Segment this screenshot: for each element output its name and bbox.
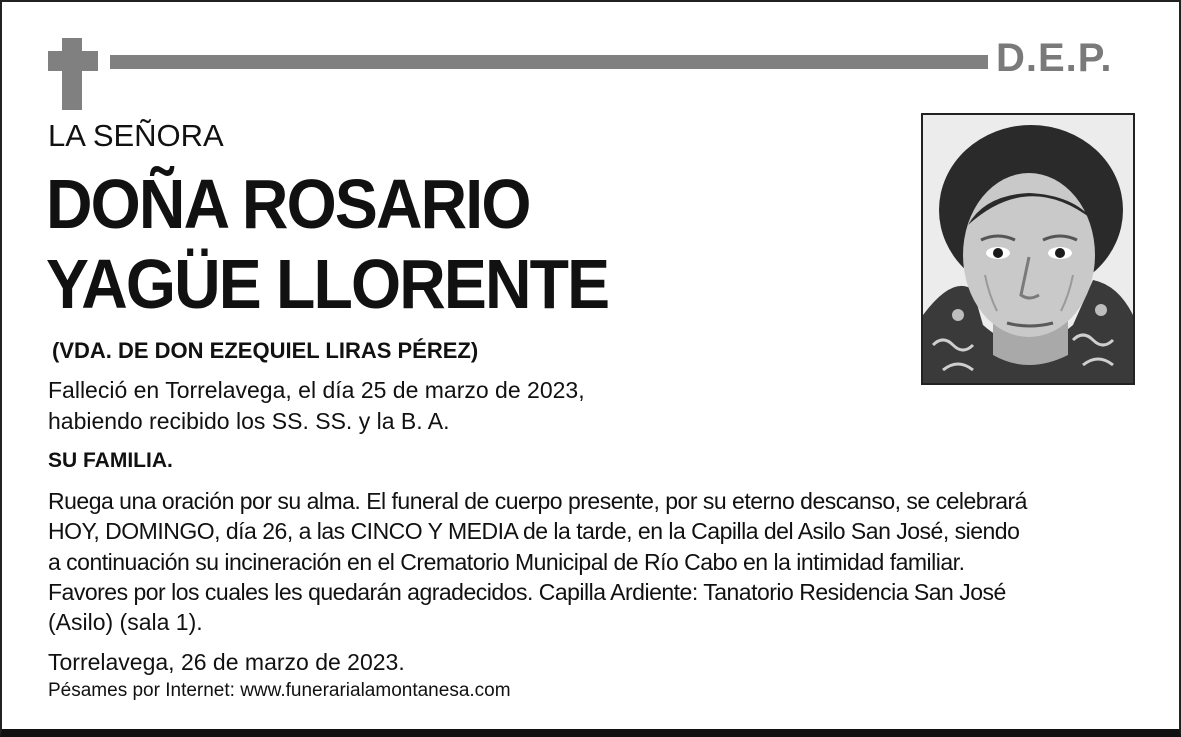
message-line1: Ruega una oración por su alma. El funeral de cuerpo presente, por su eterno descanso, se celebrará — [48, 488, 1027, 514]
message-line2: HOY, DOMINGO, día 26, a las CINCO Y MEDIA de la tarde, en la Capilla del Asilo San José, siendo — [48, 518, 1020, 544]
death-notice-line2: habiendo recibido los SS. SS. y la B. A. — [48, 408, 450, 434]
death-notice-line1: Falleció en Torrelavega, el día 25 de marzo de 2023, — [48, 377, 585, 403]
dep-label: D.E.P. — [996, 36, 1113, 80]
condolences-link[interactable]: Pésames por Internet: www.funerarialamontanesa.com — [48, 680, 511, 701]
deceased-name-line2: YAGÜE LLORENTE — [46, 245, 609, 323]
widow-of: (VDA. DE DON EZEQUIEL LIRAS PÉREZ) — [52, 338, 479, 363]
message-line3: a continuación su incineración en el Crematorio Municipal de Río Cabo en la intimidad familiar. — [48, 549, 965, 575]
header-divider — [110, 55, 988, 69]
deceased-photo — [921, 113, 1135, 385]
portrait-image — [923, 115, 1133, 383]
family-label: SU FAMILIA. — [48, 449, 173, 472]
place-date: Torrelavega, 26 de marzo de 2023. — [48, 649, 405, 675]
message-line4: Favores por los cuales les quedarán agradecidos. Capilla Ardiente: Tanatorio Residencia San José — [48, 579, 1006, 605]
deceased-name-line1: DOÑA ROSARIO — [46, 165, 530, 243]
message-line5: (Asilo) (sala 1). — [48, 609, 203, 635]
deceased-title: LA SEÑORA — [48, 118, 224, 153]
cross-icon-vertical — [62, 38, 82, 110]
cross-icon-horizontal — [48, 51, 98, 71]
